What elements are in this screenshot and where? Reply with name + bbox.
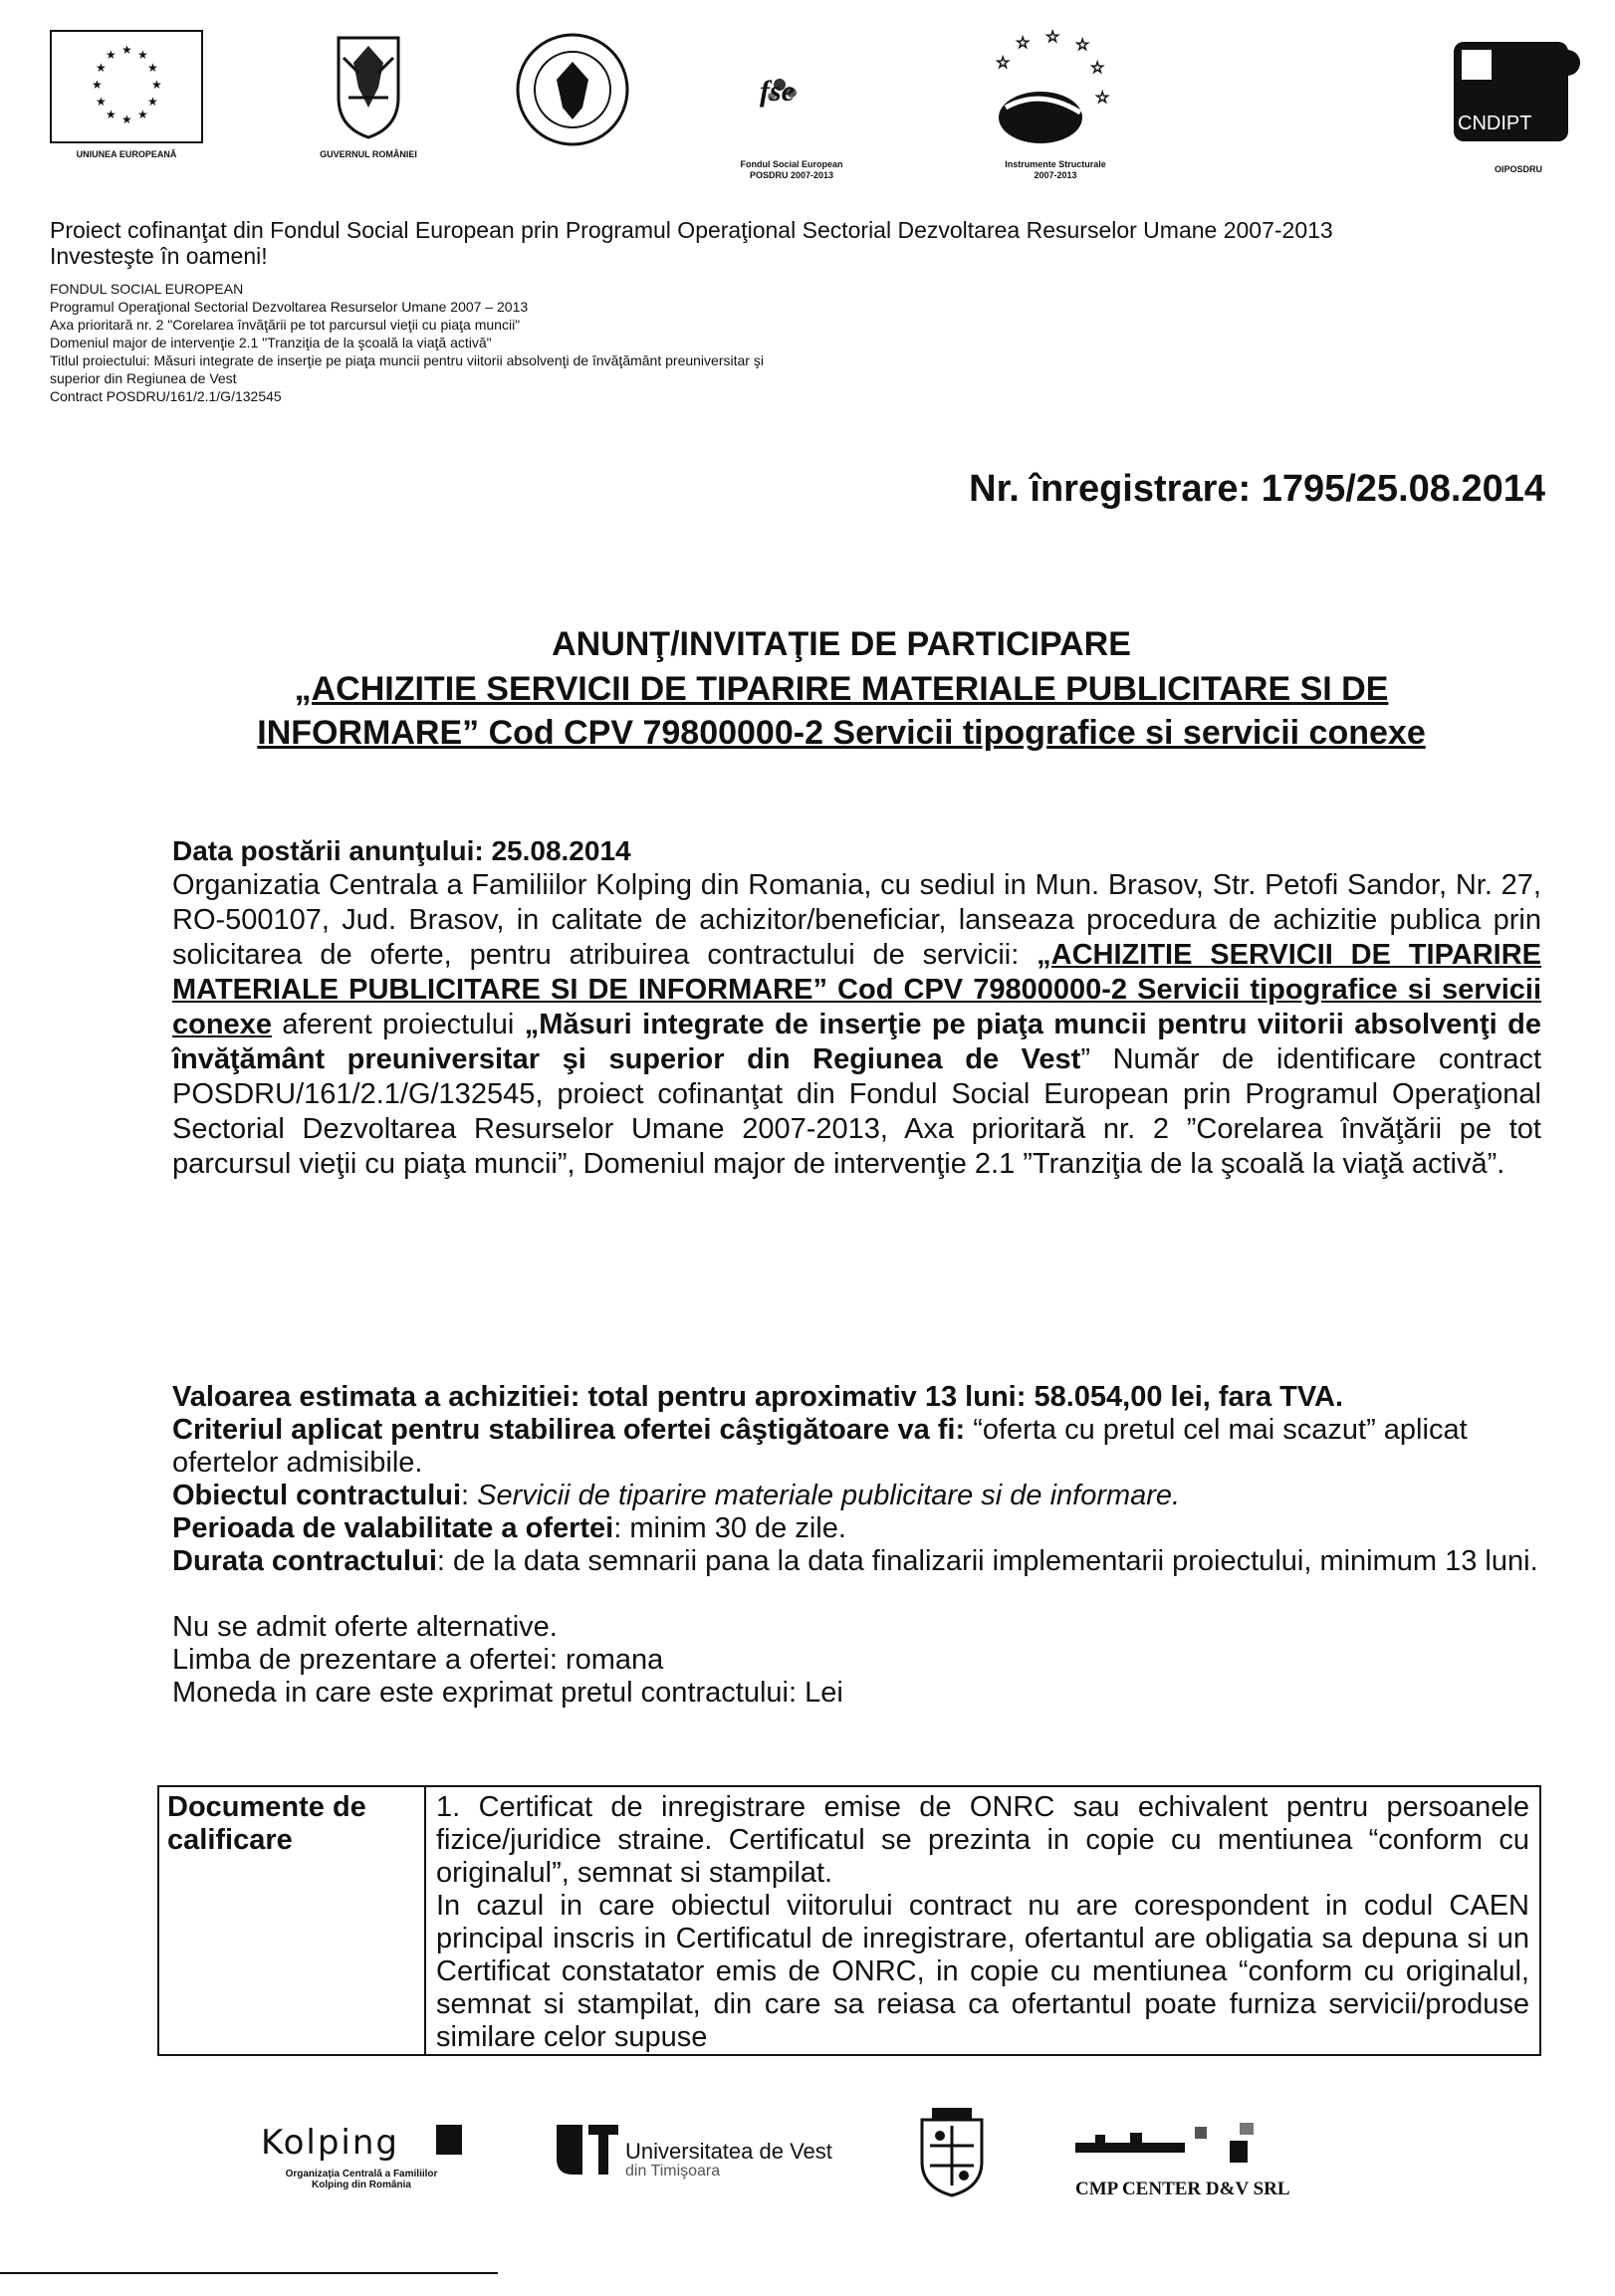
obiect-line: Obiectul contractului: Servicii de tiparire materiale publicitare si de informare. (172, 1480, 1181, 1511)
svg-text:★: ★ (147, 61, 158, 75)
instrumente-structurale-logo (986, 28, 1115, 157)
perioada-line (172, 1512, 1541, 1545)
oiposdru-caption: OIPOSDRU (1494, 164, 1542, 174)
is-caption-line-2: 2007-2013 (1034, 170, 1077, 180)
intro-line-2: Investeşte în oameni! (50, 243, 268, 269)
small-line-4: Titlul proiectului: Măsuri integrate de inserţie pe piaţa muncii pentru viitorii absolvenţi de învăţământ preuniversitar şi (50, 352, 764, 368)
documents-table (157, 1785, 1541, 2056)
cmp-name: CMP CENTER D&V SRL (1075, 2179, 1290, 2199)
posting-paragraph (172, 868, 1541, 1182)
fse-caption-line-1: Fondul Social European (740, 159, 843, 169)
registration-number: Nr. înregistrare: 1795/25.08.2014 (969, 468, 1545, 510)
alternative-line: Nu se admit oferte alternative. (172, 1611, 558, 1643)
small-line-5: superior din Regiunea de Vest (50, 370, 237, 386)
obiect-label: Obiectul contractului (172, 1480, 462, 1511)
perioada-label: Perioada de valabilitate a ofertei (172, 1512, 614, 1544)
county-coat-of-arms-logo (916, 2106, 988, 2202)
kolping-caption-line-2: Kolping din România (312, 2180, 411, 2190)
small-line-6: Contract POSDRU/161/2.1/G/132545 (50, 388, 282, 404)
cndipt-notch-icon (1462, 50, 1492, 80)
ministry-seal-logo (513, 30, 632, 154)
table-row (158, 1786, 1540, 2055)
is-caption-line-1: Instrumente Structurale (1005, 159, 1106, 169)
docs-header-cell: Documente de calificare (158, 1786, 425, 2055)
svg-text:☆: ☆ (1075, 35, 1090, 54)
cmp-center-logo-icon (1075, 2121, 1265, 2171)
svg-text:★: ★ (137, 108, 148, 121)
criteriu-label: Criteriul aplicat pentru stabilirea ofertei câştigătoare va fi: (172, 1414, 966, 1446)
kolping-caption (257, 2169, 466, 2190)
fse-mark: fse (760, 75, 795, 108)
eu-flag-logo (50, 30, 203, 143)
perioada-value: : minim 30 de zile. (613, 1512, 846, 1544)
posting-text-2: aferent proiectului (271, 1009, 525, 1040)
criteriu-value: “oferta cu pretul cel mai scazut” aplicat ofertelor admisibile. (172, 1414, 1468, 1479)
kolping-square-icon (436, 2125, 462, 2155)
posting-text-1-bold: „ACHIZITIE SERVICII DE TIPARIRE MATERIALE PUBLICITARE SI DE INFORMARE” Cod CPV 79800000-2 Servicii tipografice si servicii conexe (172, 939, 1542, 1040)
durata-line (172, 1545, 1541, 1578)
intro-line-1: Proiect cofinanţat din Fondul Social European prin Programul Operaţional Sectorial Dezvoltarea Resurselor Umane 2007-2013 (50, 217, 1333, 243)
docs-item-2: In cazul in care obiectul viitorului contract nu are corespondent in codul CAEN principal inscris in Certificatul de inregistrare, ofertantul are obligatia sa depuna si un Certificat constatator emis de ONRC, in copie cu mentiunea “conform cu originalul, semnat si stampilat, din care sa reiasa ca ofertantul poate furniza servicii/produse similare celor supuse (436, 1890, 1529, 2053)
small-line-3: Domeniul major de intervenţie 2.1 "Tranziţia de la şcoală la viaţă activă" (50, 335, 492, 350)
svg-text:★: ★ (151, 78, 162, 92)
obiect-value: Servicii de tiparire materiale publicitare si de informare. (477, 1480, 1181, 1511)
fse-caption (692, 159, 891, 181)
criteriu-line (172, 1414, 1541, 1480)
cndipt-logo (1454, 42, 1568, 141)
gov-caption: GUVERNUL ROMÂNIEI (320, 149, 417, 159)
posting-text-2-bold: „Măsuri integrate de inserţie pe piaţa muncii pentru viitorii absolvenţi de învăţământ preuniversitar şi superior din Regiunea de Vest (172, 1009, 1541, 1075)
posting-date: Data postării anunţului: 25.08.2014 (172, 835, 631, 866)
title-line-3: INFORMARE” Cod CPV 79800000-2 Servicii tipografice si servicii conexe (257, 714, 1426, 752)
small-line-1: Programul Operaţional Sectorial Dezvoltarea Resurselor Umane 2007 – 2013 (50, 299, 529, 315)
posting-text-3: ” Număr de identificare contract POSDRU/161/2.1/G/132545, proiect cofinanţat din Fondul Social European prin Programul Operaţional Sectorial Dezvoltarea Resurselor Umane 2007-2013, Axa prioritară nr. 2 ”Corelarea învăţării pe tot parcursul vieţii cu piaţa muncii”, Domeniul major de intervenţie 2.1 ”Tranziţia de la şcoală la viaţă activă”. (172, 1043, 1542, 1180)
svg-text:★: ★ (106, 108, 116, 121)
svg-text:☆: ☆ (1045, 28, 1060, 46)
title-line-1: ANUNŢ/INVITAŢIE DE PARTICIPARE (552, 625, 1131, 663)
eu-caption: UNIUNEA EUROPEANĂ (76, 149, 177, 159)
uvt-name: Universitatea de Vest (625, 2139, 832, 2164)
durata-label: Durata contractului (172, 1545, 437, 1577)
is-caption (946, 159, 1165, 181)
svg-text:★: ★ (147, 95, 158, 109)
svg-text:★: ★ (96, 61, 107, 75)
small-line-2: Axa prioritară nr. 2 "Corelarea învăţării pe tot parcursul vieţii cu piaţa muncii" (50, 317, 521, 333)
uvt-city: din Timişoara (625, 2163, 721, 2180)
svg-text:★: ★ (92, 78, 103, 92)
svg-text:★: ★ (121, 43, 132, 57)
fse-caption-line-2: POSDRU 2007-2013 (749, 170, 834, 180)
kolping-caption-line-1: Organizaţia Centrală a Familiilor (285, 2169, 438, 2180)
svg-text:☆: ☆ (996, 53, 1011, 72)
limba-line: Limba de prezentare a ofertei: romana (172, 1644, 664, 1676)
svg-text:★: ★ (137, 48, 148, 62)
svg-text:☆: ☆ (1095, 88, 1110, 107)
moneda-line: Moneda in care este exprimat pretul contractului: Lei (172, 1677, 843, 1709)
small-line-0: FONDUL SOCIAL EUROPEAN (50, 281, 244, 297)
svg-text:★: ★ (96, 95, 107, 109)
romanian-coat-of-arms-logo (324, 28, 413, 147)
cndipt-dot-icon (1554, 50, 1580, 76)
title-line-2: „ACHIZITIE SERVICII DE TIPARIRE MATERIALE PUBLICITARE SI DE (294, 670, 1389, 708)
page-bottom-rule (0, 2272, 498, 2274)
uvt-logo-icon (553, 2119, 622, 2183)
svg-text:★: ★ (121, 113, 132, 126)
fse-logo (742, 55, 861, 124)
cndipt-label: CNDIPT (1458, 113, 1532, 134)
docs-item-1: 1. Certificat de inregistrare emise de ONRC sau echivalent pentru persoanele fizice/juridice straine. Certificatul se prezinta in copie cu mentiunea “conform cu originalul”, semnat si stampilat. (436, 1791, 1529, 1889)
docs-content-cell (425, 1786, 1540, 2055)
posting-text-1: Organizatia Centrala a Familiilor Kolping din Romania, cu sediul in Mun. Brasov, Str. Petofi Sandor, Nr. 27, RO-500107, Jud. Brasov, in calitate de achizitor/beneficiar, lanseaza procedura de achizitie publica prin solicitarea de oferte, pentru atribuirea contractului de servicii: (172, 869, 1541, 971)
valoare-line: Valoarea estimata a achizitiei: total pentru aproximativ 13 luni: 58.054,00 lei, fara TVA. (172, 1381, 1344, 1413)
svg-text:☆: ☆ (1090, 58, 1105, 77)
durata-value: : de la data semnarii pana la data finalizarii implementarii proiectului, minimum 13 luni. (436, 1545, 1538, 1577)
svg-text:☆: ☆ (1016, 33, 1031, 52)
svg-text:★: ★ (106, 48, 116, 62)
kolping-logo-text: Kolping (261, 2123, 400, 2163)
